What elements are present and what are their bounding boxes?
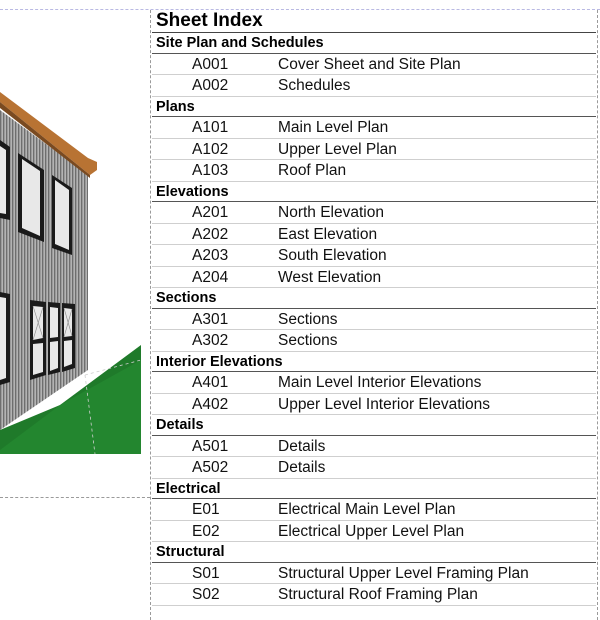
sheet-row[interactable]: [152, 563, 596, 585]
sheet-number: A102: [192, 140, 229, 158]
sheet-name: Details: [278, 437, 326, 455]
sheet-row[interactable]: [152, 139, 596, 161]
group-header[interactable]: Details: [152, 415, 596, 436]
sheet-row[interactable]: [152, 75, 596, 97]
group-header[interactable]: Electrical: [152, 479, 596, 500]
sheet-row[interactable]: [152, 330, 596, 352]
sheet-row[interactable]: [152, 267, 596, 289]
sheet-right-guide: [597, 10, 598, 620]
sheet-name: Main Level Interior Elevations: [278, 374, 482, 391]
sheet-row[interactable]: [152, 457, 596, 479]
group-header[interactable]: Plans: [152, 97, 596, 118]
sheet-number: A201: [192, 204, 229, 221]
sheet-number: A301: [192, 310, 229, 328]
sheet-number: E01: [192, 501, 220, 518]
sheet-row[interactable]: [152, 521, 596, 543]
sheet-number: A402: [192, 395, 229, 413]
sheet-row[interactable]: [152, 54, 596, 76]
sheet-row[interactable]: [152, 160, 596, 182]
sheet-row[interactable]: [152, 224, 596, 246]
sheet-number: S02: [192, 586, 220, 603]
sheet-name: Roof Plan: [278, 162, 347, 179]
sheet-row[interactable]: [152, 436, 596, 458]
sheet-number: A002: [192, 77, 229, 94]
sheet-number: A203: [192, 247, 229, 264]
sheet-name: North Elevation: [278, 204, 384, 221]
sheet-name: West Elevation: [278, 268, 382, 286]
group-header[interactable]: Sections: [152, 288, 596, 309]
sheet-index-groups: [152, 33, 596, 606]
sheet-number: A302: [192, 332, 229, 349]
sheet-name: Cover Sheet and Site Plan: [278, 55, 461, 73]
sheet-number: A204: [192, 268, 229, 286]
sheet-name: Main Level Plan: [278, 119, 389, 136]
group-header[interactable]: Site Plan and Schedules: [152, 33, 596, 54]
sheet-row[interactable]: [152, 394, 596, 416]
sheet-row[interactable]: [152, 309, 596, 331]
sheet-index-title: Sheet Index: [152, 10, 596, 33]
sheet-name: Upper Level Plan: [278, 140, 397, 158]
sheet-name: South Elevation: [278, 247, 387, 264]
sheet-name: Details: [278, 459, 326, 476]
sheet-name: Structural Upper Level Framing Plan: [278, 564, 529, 582]
sheet-name: East Elevation: [278, 225, 378, 243]
sheet-number: A401: [192, 374, 229, 391]
group-header[interactable]: Structural: [152, 542, 596, 563]
sheet-number: A202: [192, 225, 229, 243]
sheet-name: Structural Roof Framing Plan: [278, 586, 478, 603]
building-render: [0, 10, 141, 454]
sheet-name: Upper Level Interior Elevations: [278, 395, 490, 413]
sheet-row[interactable]: [152, 499, 596, 521]
sheet-name: Sections: [278, 310, 338, 328]
sheet-number: A101: [192, 119, 229, 136]
sheet-number: E02: [192, 522, 220, 540]
sheet-row[interactable]: [152, 372, 596, 394]
sheet-row[interactable]: [152, 117, 596, 139]
viewport-boundary-guide: [150, 10, 151, 620]
sheet-row[interactable]: [152, 202, 596, 224]
sheet-number: S01: [192, 564, 220, 582]
sheet-index-schedule[interactable]: [152, 10, 596, 606]
sheet-row[interactable]: [152, 245, 596, 267]
sheet-name: Electrical Main Level Plan: [278, 501, 456, 518]
viewport-bottom-guide: [0, 497, 150, 498]
sheet-number: A502: [192, 459, 229, 476]
sheet-name: Electrical Upper Level Plan: [278, 522, 465, 540]
sheet-number: A501: [192, 437, 229, 455]
sheet-row[interactable]: [152, 584, 596, 606]
group-header[interactable]: Elevations: [152, 182, 596, 203]
sheet-number: A103: [192, 162, 229, 179]
sheet-name: Schedules: [278, 77, 351, 94]
sheet-number: A001: [192, 55, 229, 73]
group-header[interactable]: Interior Elevations: [152, 352, 596, 373]
sheet-name: Sections: [278, 332, 338, 349]
3d-building-viewport[interactable]: [0, 10, 141, 454]
